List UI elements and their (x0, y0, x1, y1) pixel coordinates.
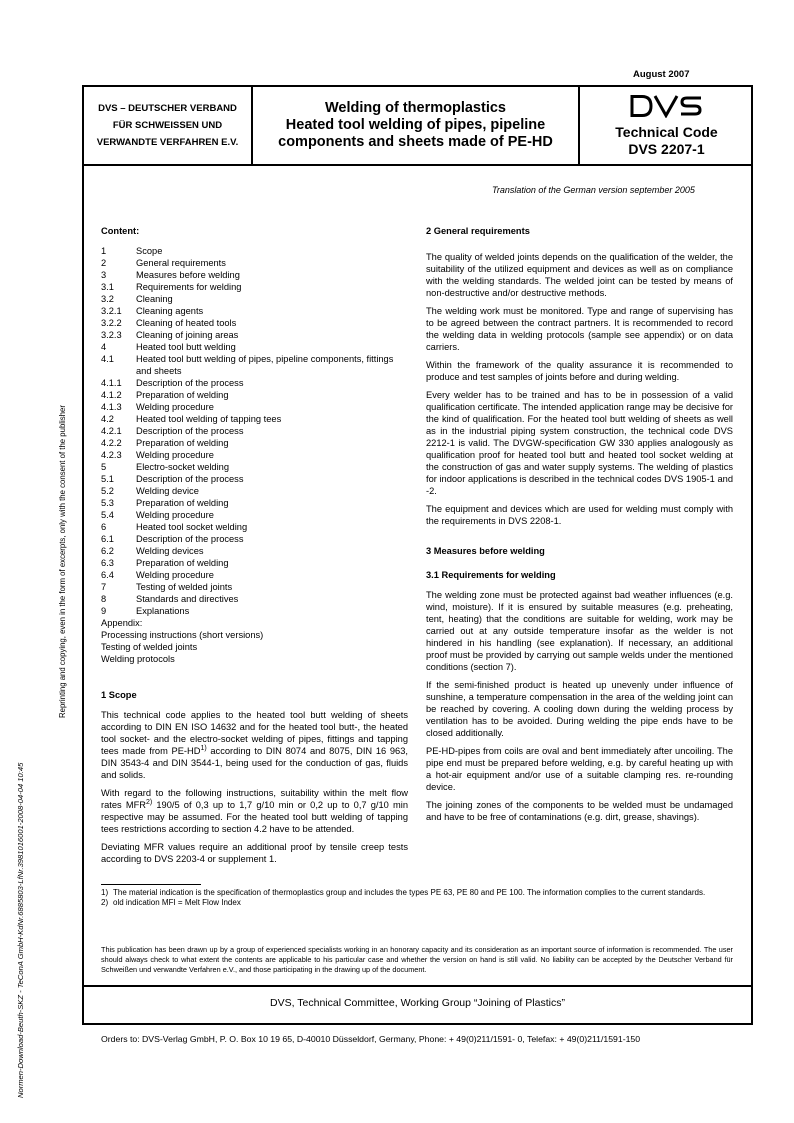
toc-number: 5.1 (101, 474, 114, 484)
toc-number: 3 (101, 270, 107, 280)
toc-entry (101, 317, 408, 329)
general-paragraph: The quality of welded joints depends on the qualification of the welder, the suitability of the utilized equipment and devices as well as on compliance with the welding standards. The welded joint can be tested by means of non-destructive and/or destructive methods. (426, 252, 733, 298)
toc-entry (101, 545, 408, 557)
toc-number: 4.2.2 (101, 438, 122, 448)
toc-entry (101, 293, 408, 305)
toc-title: Requirements for welding (136, 282, 242, 292)
measures-heading: 3 Measures before welding (426, 546, 545, 556)
toc-title: Scope (136, 246, 163, 256)
toc-number: 7 (101, 582, 107, 592)
toc-number: 3.2.1 (101, 306, 122, 316)
toc-entry (101, 605, 408, 617)
toc-number: 4.2.3 (101, 450, 122, 460)
toc-number: 3.2 (101, 294, 114, 304)
toc-entry (101, 521, 408, 533)
right-column (426, 225, 733, 829)
footnote (101, 888, 733, 898)
org-line: VERWANDTE VERFAHREN E.V. (96, 137, 239, 148)
committee-divider (82, 985, 753, 987)
toc-title: Welding procedure (136, 570, 214, 580)
toc-entry (101, 437, 408, 449)
toc-title: Explanations (136, 606, 190, 616)
toc-entry (101, 473, 408, 485)
scope-paragraph: Deviating MFR values require an additional proof by tensile creep tests according to DVS 2203-4 or supplement 1. (101, 842, 408, 864)
toc-title: Preparation of welding (136, 390, 229, 400)
toc-number: 6 (101, 522, 107, 532)
toc-entry (101, 425, 408, 437)
title-line: Welding of thermoplastics (324, 100, 506, 116)
toc-entry (101, 593, 408, 605)
toc-entry (101, 413, 408, 425)
toc-title: Description of the process (136, 534, 244, 544)
toc-entry (101, 281, 408, 293)
toc-title: Heated tool socket welding (136, 522, 248, 532)
code-label: Technical Code (615, 123, 718, 140)
toc-entry (101, 533, 408, 545)
toc-number: 5.4 (101, 510, 114, 520)
document-title (253, 87, 580, 164)
code-block (580, 87, 753, 164)
toc-title: Welding device (136, 486, 199, 496)
left-column (101, 225, 408, 871)
footnote-text: The material indication is the specification of thermoplastics group and includes the types PE 63, PE 80 and PE 100. The information complies to the current standards. (113, 888, 706, 897)
toc-title: Standards and directives (136, 594, 239, 604)
toc-entry (101, 305, 408, 317)
toc-entry (101, 269, 408, 281)
appendix-line: Testing of welded joints (101, 642, 198, 652)
toc-title: Heated tool butt welding (136, 342, 236, 352)
toc-entry (101, 245, 408, 257)
toc-title: Welding procedure (136, 510, 214, 520)
publication-note: This publication has been drawn up by a group of experienced specialists working in an honorary capacity and its consideration as an important source of information is recommended. The user should always check to what extent the contents are applicable to his particular case and whether the version on hand is still valid. No liability can be accepted by the Deutscher Verband für Schweißen und verwandte Verfahren e.V., and those participating in the drawing up of the document. (101, 945, 733, 974)
toc-number: 4.1.1 (101, 378, 122, 388)
footnote-mark: 1) (101, 888, 109, 897)
toc-entry (101, 485, 408, 497)
copyright-side-note: Reprinting and copying, even in the form of excerpts, only with the consent of the publisher (58, 405, 67, 718)
toc-number: 4.2 (101, 414, 114, 424)
footnote-ref: 2) (145, 798, 153, 806)
toc-title: Description of the process (136, 378, 244, 388)
org-line: FÜR SCHWEISSEN UND (112, 120, 223, 131)
requirements-heading: 3.1 Requirements for welding (426, 570, 556, 580)
general-paragraph: The welding work must be monitored. Type and range of supervising has to be agreed between the contract partners. It is recommended to record the welding data in welding protocols (sample see appendix) or on data carriers. (426, 306, 733, 352)
toc-number: 3.2.2 (101, 318, 122, 328)
toc-title: Preparation of welding (136, 438, 229, 448)
toc-title: Heated tool welding of tapping tees (136, 414, 282, 424)
scope-paragraph: This technical code applies to the heated tool butt welding of sheets according to DIN EN ISO 14632 and for the heated tool butt-, the heated tool socket- and the electro-socket welding of pipes, fittings and tapping tees made from PE-HD$^{1)}$ according to DIN 8074 and 8075, DIN 16 963, DIN 3543-4 and DIN 3544-1, being used for the conduction of gas, fluids and solids. (101, 710, 408, 780)
toc-number: 1 (101, 246, 107, 256)
translation-note: Translation of the German version september 2005 (492, 185, 695, 195)
scope-heading: 1 Scope (101, 690, 137, 700)
toc-number: 5 (101, 462, 107, 472)
toc-title: Description of the process (136, 474, 244, 484)
document-date: August 2007 (633, 69, 690, 80)
toc-title: Testing of welded joints (136, 582, 233, 592)
measures-paragraph: The welding zone must be protected against bad weather influences (e.g. wind, moisture). If it is ensured by suitable measures (e.g. preheating, tent, heating) that the conditions are suitable for welding, work may be carried out at any outside temperature insofar as the welder is not hindered in his handling (see explanation). If necessary, an additional proof must be provided by carrying out sample welds under the mentioned conditions (section 7). (426, 590, 733, 672)
toc-title: Measures before welding (136, 270, 240, 280)
table-of-contents (101, 245, 408, 665)
orders-line: Orders to: DVS-Verlag GmbH, P. O. Box 10 19 65, D-40010 Düsseldorf, Germany, Phone: + 49(0)211/1591- 0, Telefax: + 49(0)211/1591-150 (101, 1034, 641, 1044)
toc-number: 4 (101, 342, 107, 352)
appendix-line: Appendix: (101, 618, 143, 628)
measures-paragraph: If the semi-finished product is heated up unevenly under influence of sunshine, a temperature compensation in the area of the welding joint can be reached by covering. A cooling down during the welding process by ventilation has to be avoided. During welding the pipe ends have to be closed additionally. (426, 680, 733, 738)
toc-number: 4.1.3 (101, 402, 122, 412)
footnote-text: old indication MFI = Melt Flow Index (113, 898, 241, 907)
org-line: DVS – DEUTSCHER VERBAND (98, 103, 237, 114)
general-requirements-heading: 2 General requirements (426, 226, 530, 236)
toc-entry (101, 341, 408, 353)
toc-entry (101, 581, 408, 593)
toc-entry (101, 389, 408, 401)
footnote-rule (101, 884, 201, 885)
toc-title: Welding procedure (136, 402, 214, 412)
title-line: Heated tool welding of pipes, pipeline (285, 117, 546, 133)
code-number: DVS 2207-1 (628, 140, 705, 157)
toc-number: 6.1 (101, 534, 114, 544)
content-heading: Content: (101, 226, 140, 236)
toc-title: Preparation of welding (136, 498, 229, 508)
toc-entry (101, 557, 408, 569)
toc-title: Heated tool butt welding of pipes, pipeline components, fittings and sheets (136, 354, 394, 376)
toc-entry (101, 377, 408, 389)
toc-title: Welding procedure (136, 450, 214, 460)
appendix-line: Welding protocols (101, 654, 175, 664)
toc-number: 5.2 (101, 486, 114, 496)
toc-number: 9 (101, 606, 107, 616)
toc-entry (101, 509, 408, 521)
toc-title: Cleaning of heated tools (136, 318, 237, 328)
committee-line: DVS, Technical Committee, Working Group “Joining of Plastics” (270, 997, 565, 1009)
toc-entry (101, 497, 408, 509)
toc-entry (101, 329, 408, 341)
toc-number: 5.3 (101, 498, 114, 508)
toc-title: Cleaning agents (136, 306, 204, 316)
toc-number: 3.1 (101, 282, 114, 292)
toc-entry (101, 449, 408, 461)
toc-title: Welding devices (136, 546, 204, 556)
toc-title: Preparation of welding (136, 558, 229, 568)
toc-entry (101, 257, 408, 269)
toc-entry (101, 401, 408, 413)
scope-paragraph: With regard to the following instructions, suitability within the melt flow rates MFR$^{2)}$ 190/5 of 0,3 up to 1,7 g/10 min or 0,2 up to 0,7 g/10 min respective may be assumed. For the heated tool butt welding of tapping tees restrictions according to section 4.2 have to be attended. (101, 788, 408, 834)
measures-paragraph: The joining zones of the components to be welded must be undamaged and have to be free of contaminations (e.g. dirt, grease, shavings). (426, 800, 733, 822)
general-paragraph: Within the framework of the quality assurance it is recommended to produce and test samples of joints before and during welding. (426, 360, 733, 382)
toc-number: 4.1 (101, 354, 114, 364)
organization-name (84, 87, 253, 164)
toc-number: 3.2.3 (101, 330, 122, 340)
toc-number: 4.2.1 (101, 426, 122, 436)
toc-number: 6.4 (101, 570, 114, 580)
toc-entry (101, 353, 408, 377)
toc-title: Cleaning of joining areas (136, 330, 239, 340)
toc-title: Electro-socket welding (136, 462, 230, 472)
toc-title: General requirements (136, 258, 226, 268)
general-paragraph: Every welder has to be trained and has to be in possession of a valid qualification certificate. The intended application range may be decisive for the kind of qualification. For the heated tool butt welding of sheets as well as in the industrial piping system construction, the technical code DVS 2212-1 is valid. The DVGW-specification GW 330 applies analogously as qualification proof for heated tool butt and heated tool socket welding at the construction of gas and water supply systems. The welding of plastics for indoor applications is described in the technical codes DVS 1905-1 and -2. (426, 390, 733, 496)
dvs-logo (629, 94, 705, 118)
footnote-mark: 2) (101, 898, 109, 907)
toc-title: Description of the process (136, 426, 244, 436)
title-line: components and sheets made of PE-HD (278, 134, 553, 150)
toc-number: 6.2 (101, 546, 114, 556)
measures-paragraph: PE-HD-pipes from coils are oval and bent immediately after uncoiling. The pipe end must be prepared before welding, e.g. by careful heating up with a hot-air equipment and/or use of a suitable clamping res. re-rounding device. (426, 746, 733, 792)
appendix-line: Processing instructions (short versions) (101, 630, 264, 640)
toc-entry (101, 569, 408, 581)
toc-title: Cleaning (136, 294, 173, 304)
general-paragraph: The equipment and devices which are used for welding must comply with the requirements in DVS 2208-1. (426, 504, 733, 526)
toc-number: 8 (101, 594, 107, 604)
footnote (101, 898, 733, 908)
header-row (84, 87, 751, 166)
toc-number: 2 (101, 258, 107, 268)
toc-number: 6.3 (101, 558, 114, 568)
toc-entry (101, 461, 408, 473)
footnote-ref: 1) (200, 744, 207, 752)
footnotes (101, 888, 733, 908)
toc-number: 4.1.2 (101, 390, 122, 400)
download-side-note: Normen-Download-Beuth-SKZ - TeConA GmbH-KdNr.6885803-LfNr.3981016001-2008-04-04 10:45 (16, 762, 25, 1098)
